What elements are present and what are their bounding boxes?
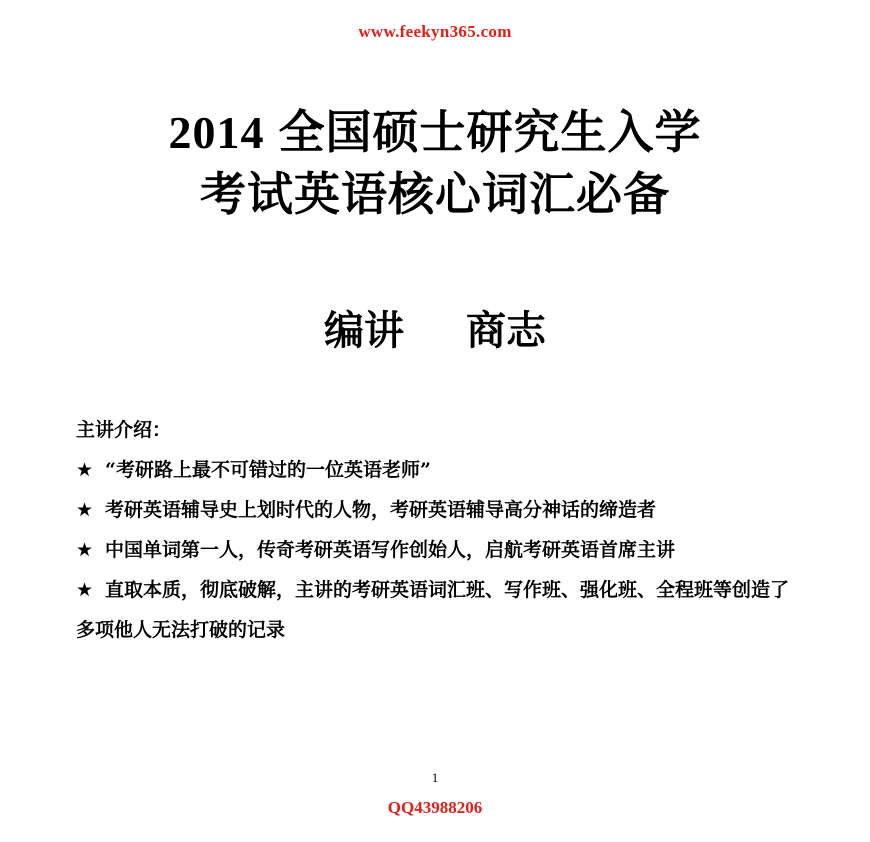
intro-item-text: 中国单词第一人，传奇考研英语写作创始人，启航考研英语首席主讲 [105, 539, 676, 561]
header-watermark: www.feekyn365.com [358, 22, 512, 41]
star-icon: ★ [76, 499, 94, 521]
editor-name: 商志 [466, 307, 546, 354]
intro-item-3 [76, 530, 806, 570]
footer-watermark: QQ43988206 [387, 798, 483, 817]
star-icon: ★ [76, 579, 94, 601]
title-text-1: 全国硕士研究生入学 [278, 105, 702, 159]
title-line-1 [0, 104, 870, 161]
star-icon: ★ [76, 539, 94, 561]
intro-item-text: 考研英语辅导史上划时代的人物，考研英语辅导高分神话的缔造者 [105, 499, 657, 521]
intro-item-4 [76, 570, 806, 650]
star-icon: ★ [76, 459, 94, 481]
intro-item-1 [76, 450, 806, 490]
editor-label: 编讲 [324, 307, 404, 354]
title-year: 2014 [168, 107, 265, 158]
intro-item-text: 直取本质，彻底破解，主讲的考研英语词汇班、写作班、强化班、全程班等创造了多项他人无法打破的记录 [76, 579, 790, 641]
title-line-2: 考试英语核心词汇必备 [200, 167, 670, 221]
page-number: 1 [431, 770, 439, 785]
intro-item-text: “考研路上最不可错过的一位英语老师” [105, 459, 431, 481]
editor-line [0, 303, 870, 359]
intro-heading: 主讲介绍： [76, 419, 172, 441]
lecturer-intro [76, 410, 806, 650]
intro-item-2 [76, 490, 806, 530]
